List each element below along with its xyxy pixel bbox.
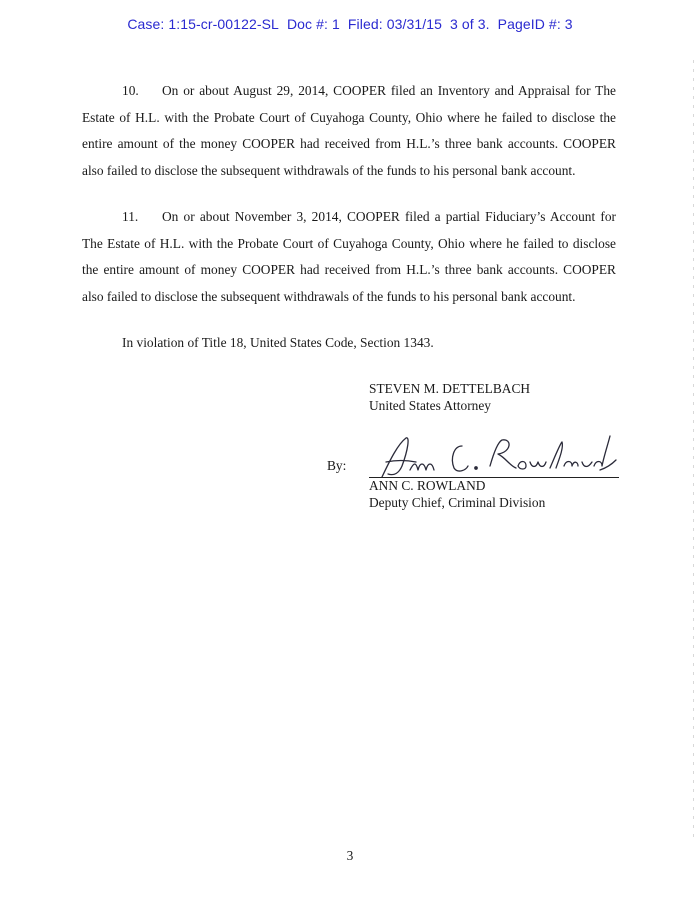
page-id: PageID #: 3 xyxy=(497,16,573,32)
page-of: 3 of 3. xyxy=(450,16,490,32)
case-number: Case: 1:15-cr-00122-SL xyxy=(127,16,279,32)
signer-block xyxy=(369,477,545,511)
case-header xyxy=(0,16,700,32)
paragraph-text: On or about August 29, 2014, COOPER filed an Inventory and Appraisal for The Estate of H.L. with the Probate Court of Cuyahoga County, Ohio where he failed to disclose the entire amount of the money COOPER had received from H.L.’s three bank accounts. COOPER also failed to disclose the subsequent withdrawals of the funds to his personal bank account. xyxy=(82,83,616,178)
page-number: 3 xyxy=(346,848,354,863)
paragraph-text: On or about November 3, 2014, COOPER filed a partial Fiduciary’s Account for The Estate of H.L. with the Probate Court of Cuyahoga County, Ohio where he failed to disclose the entire amount of money COOPER had received from H.L.’s three bank accounts. COOPER also failed to disclose the subsequent withdrawals of the funds to his personal bank account. xyxy=(82,209,616,304)
attorney-block xyxy=(369,380,530,414)
paragraph-number: 10. xyxy=(122,83,139,98)
violation-statement xyxy=(82,330,616,357)
attorney-name: STEVEN M. DETTELBACH xyxy=(369,381,531,396)
filed-date: Filed: 03/31/15 xyxy=(347,16,443,32)
paragraph-10 xyxy=(82,78,616,184)
doc-number: Doc #: 1 xyxy=(286,16,340,32)
handwritten-signature xyxy=(372,432,622,482)
by-label: By: xyxy=(327,458,347,473)
signer-title: Deputy Chief, Criminal Division xyxy=(369,495,546,510)
paragraph-11 xyxy=(82,204,616,310)
attorney-title: United States Attorney xyxy=(369,398,491,413)
scan-edge-mark xyxy=(693,60,694,840)
paragraph-number: 11. xyxy=(122,209,139,224)
violation-text: In violation of Title 18, United States Code, Section 1343. xyxy=(122,335,434,350)
signer-name: ANN C. ROWLAND xyxy=(369,478,486,493)
